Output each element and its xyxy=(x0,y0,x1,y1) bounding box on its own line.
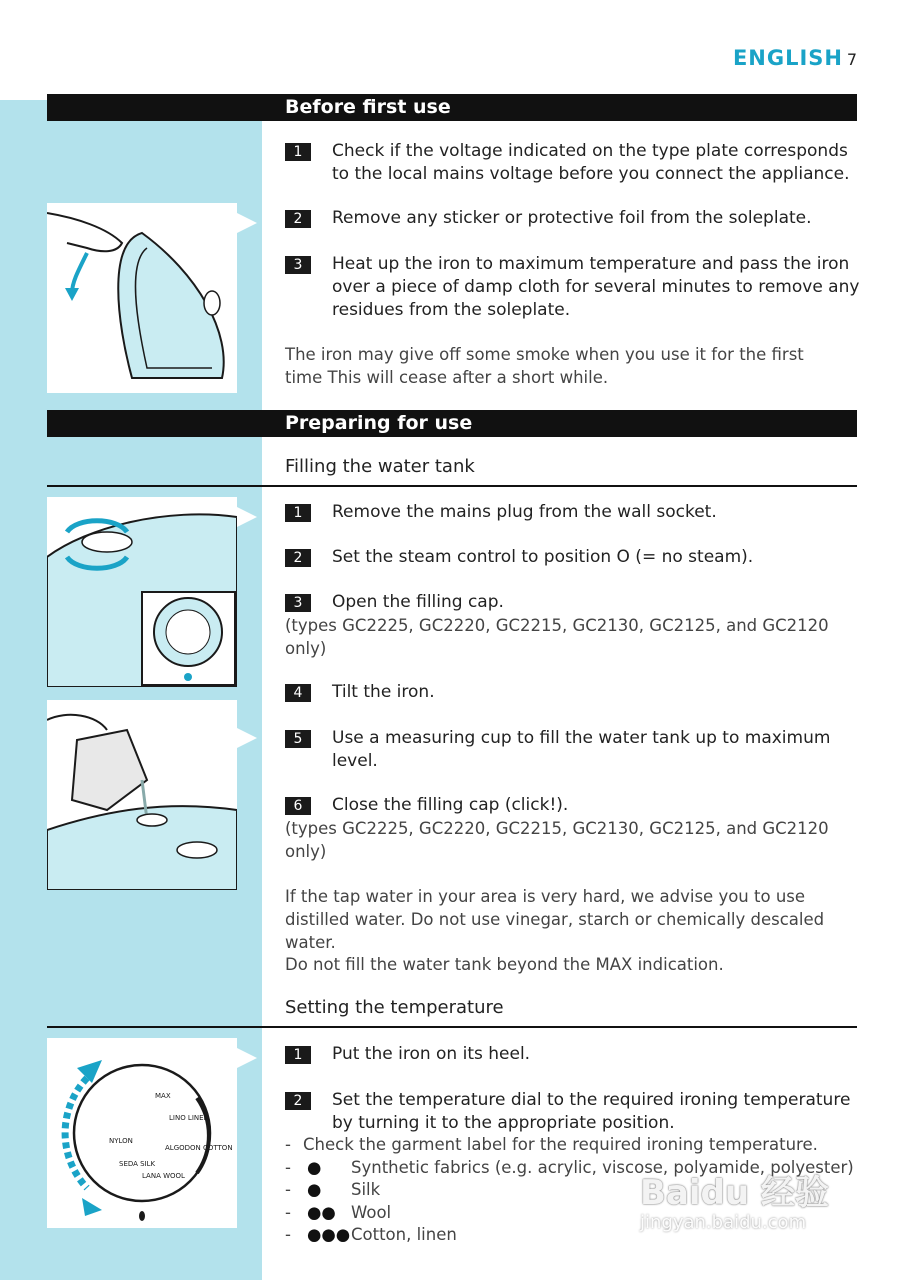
bullet-label: Silk xyxy=(351,1180,381,1199)
bullet-label: Cotton, linen xyxy=(351,1225,457,1244)
bullet-label: Synthetic fabrics (e.g. acrylic, viscose, polyamide, polyester) xyxy=(351,1157,854,1177)
step-number: 1 xyxy=(285,1046,311,1064)
temperature-dial-icon xyxy=(47,1038,237,1228)
language-label: ENGLISH xyxy=(732,46,843,70)
step-6-close-cap xyxy=(285,794,860,817)
step-text: Put the iron on its heel. xyxy=(332,1044,531,1064)
step-text: Close the filling cap (click!). xyxy=(332,795,569,815)
step-1-heel xyxy=(285,1043,860,1066)
step-2-steam-control xyxy=(285,546,860,569)
step-text: Tilt the iron. xyxy=(332,682,435,702)
watermark-url: jingyan.baidu.com xyxy=(640,1212,807,1233)
callout-pointer xyxy=(237,213,257,233)
step-text: Open the filling cap. xyxy=(332,592,504,612)
watermark-logo: Baidu 经验 xyxy=(640,1173,829,1213)
measuring-cup-icon xyxy=(47,700,237,890)
section-bar-before-first-use xyxy=(47,94,857,121)
temperature-dots: ● xyxy=(307,1180,322,1199)
bullet-dash: - xyxy=(285,1202,291,1222)
types-note: (types GC2225, GC2220, GC2215, GC2130, GC2125, and GC2120 only) xyxy=(285,819,829,861)
step-text: Remove the mains plug from the wall socket. xyxy=(332,502,717,522)
step-text: Heat up the iron to maximum temperature and pass the iron over a piece of damp cloth for several minutes to remove any residues from the soleplate. xyxy=(332,254,860,320)
step-number: 2 xyxy=(285,210,311,228)
step-number: 2 xyxy=(285,1092,311,1110)
bullet-dash: - xyxy=(285,1135,291,1154)
step-1-voltage xyxy=(285,140,860,186)
subhead-rule xyxy=(47,485,857,487)
step-text: Remove any sticker or protective foil from the soleplate. xyxy=(332,208,812,228)
step-3-heat-up xyxy=(285,253,860,322)
step-number: 1 xyxy=(285,143,311,161)
iron-illustration-steam-control xyxy=(47,497,237,687)
types-note: (types GC2225, GC2220, GC2215, GC2130, GC2125, and GC2120 only) xyxy=(285,616,829,658)
step-4-tilt xyxy=(285,681,860,704)
callout-pointer xyxy=(237,728,257,748)
iron-illustration-foil xyxy=(47,203,237,393)
temperature-dots: ● xyxy=(307,1157,322,1177)
callout-pointer xyxy=(237,507,257,527)
smoke-note: The iron may give off some smoke when you use it for the first time This will cease after a short while. xyxy=(285,345,804,387)
step-number: 5 xyxy=(285,730,311,748)
dial-label-wool: LANA WOOL xyxy=(142,1172,185,1180)
bullet-dash: - xyxy=(285,1180,291,1199)
step-2-dial xyxy=(285,1089,860,1135)
step-number: 3 xyxy=(285,594,311,612)
section-title: Before first use xyxy=(285,96,451,118)
bullet-label: Wool xyxy=(351,1202,392,1222)
bullet-dash: - xyxy=(285,1157,291,1177)
hard-water-note: If the tap water in your area is very hard, we advise you to use distilled water. Do not use vinegar, starch or chemically descaled water. xyxy=(285,887,825,952)
step-number: 1 xyxy=(285,504,311,522)
dial-label-nylon: NYLON xyxy=(109,1137,133,1145)
step-number: 6 xyxy=(285,797,311,815)
dial-label-cotton: ALGODON COTTON xyxy=(165,1144,233,1152)
steam-control-icon xyxy=(47,497,237,687)
subhead-temperature: Setting the temperature xyxy=(285,997,504,1018)
step-text: Set the steam control to position O (= no steam). xyxy=(332,547,754,567)
dial-label-max: MAX xyxy=(155,1092,171,1100)
temperature-dots: ●● xyxy=(307,1202,336,1222)
section-bar-preparing-for-use xyxy=(47,410,857,437)
temperature-dial-illustration xyxy=(47,1038,237,1228)
step-number: 2 xyxy=(285,549,311,567)
step-3-open-cap xyxy=(285,591,860,614)
step-2-sticker xyxy=(285,207,860,230)
bullet-label: Check the garment label for the required ironing temperature. xyxy=(303,1135,818,1154)
step-number: 3 xyxy=(285,256,311,274)
section-title: Preparing for use xyxy=(285,412,473,434)
list-item xyxy=(285,1134,865,1157)
dial-label-silk: SEDA SILK xyxy=(119,1160,156,1168)
iron-illustration-fill-cup xyxy=(47,700,237,890)
step-text: Check if the voltage indicated on the type plate corresponds to the local mains voltage before you connect the appliance. xyxy=(332,141,850,184)
page-number: 7 xyxy=(846,50,857,69)
bullet-dash: - xyxy=(285,1225,291,1244)
subhead-filling: Filling the water tank xyxy=(285,456,475,477)
temperature-dots: ●●● xyxy=(307,1225,351,1244)
step-1-unplug xyxy=(285,501,860,524)
iron-foil-icon xyxy=(47,203,237,393)
max-fill-note: Do not fill the water tank beyond the MAX indication. xyxy=(285,955,724,974)
callout-pointer xyxy=(237,1048,257,1068)
step-text: Use a measuring cup to fill the water tank up to maximum level. xyxy=(332,728,831,771)
step-number: 4 xyxy=(285,684,311,702)
step-text: Set the temperature dial to the required ironing temperature by turning it to the appropriate position. xyxy=(332,1090,851,1133)
dial-label-linen: LINO LINEN xyxy=(169,1114,209,1122)
subhead-rule xyxy=(47,1026,857,1028)
step-5-fill xyxy=(285,727,860,773)
